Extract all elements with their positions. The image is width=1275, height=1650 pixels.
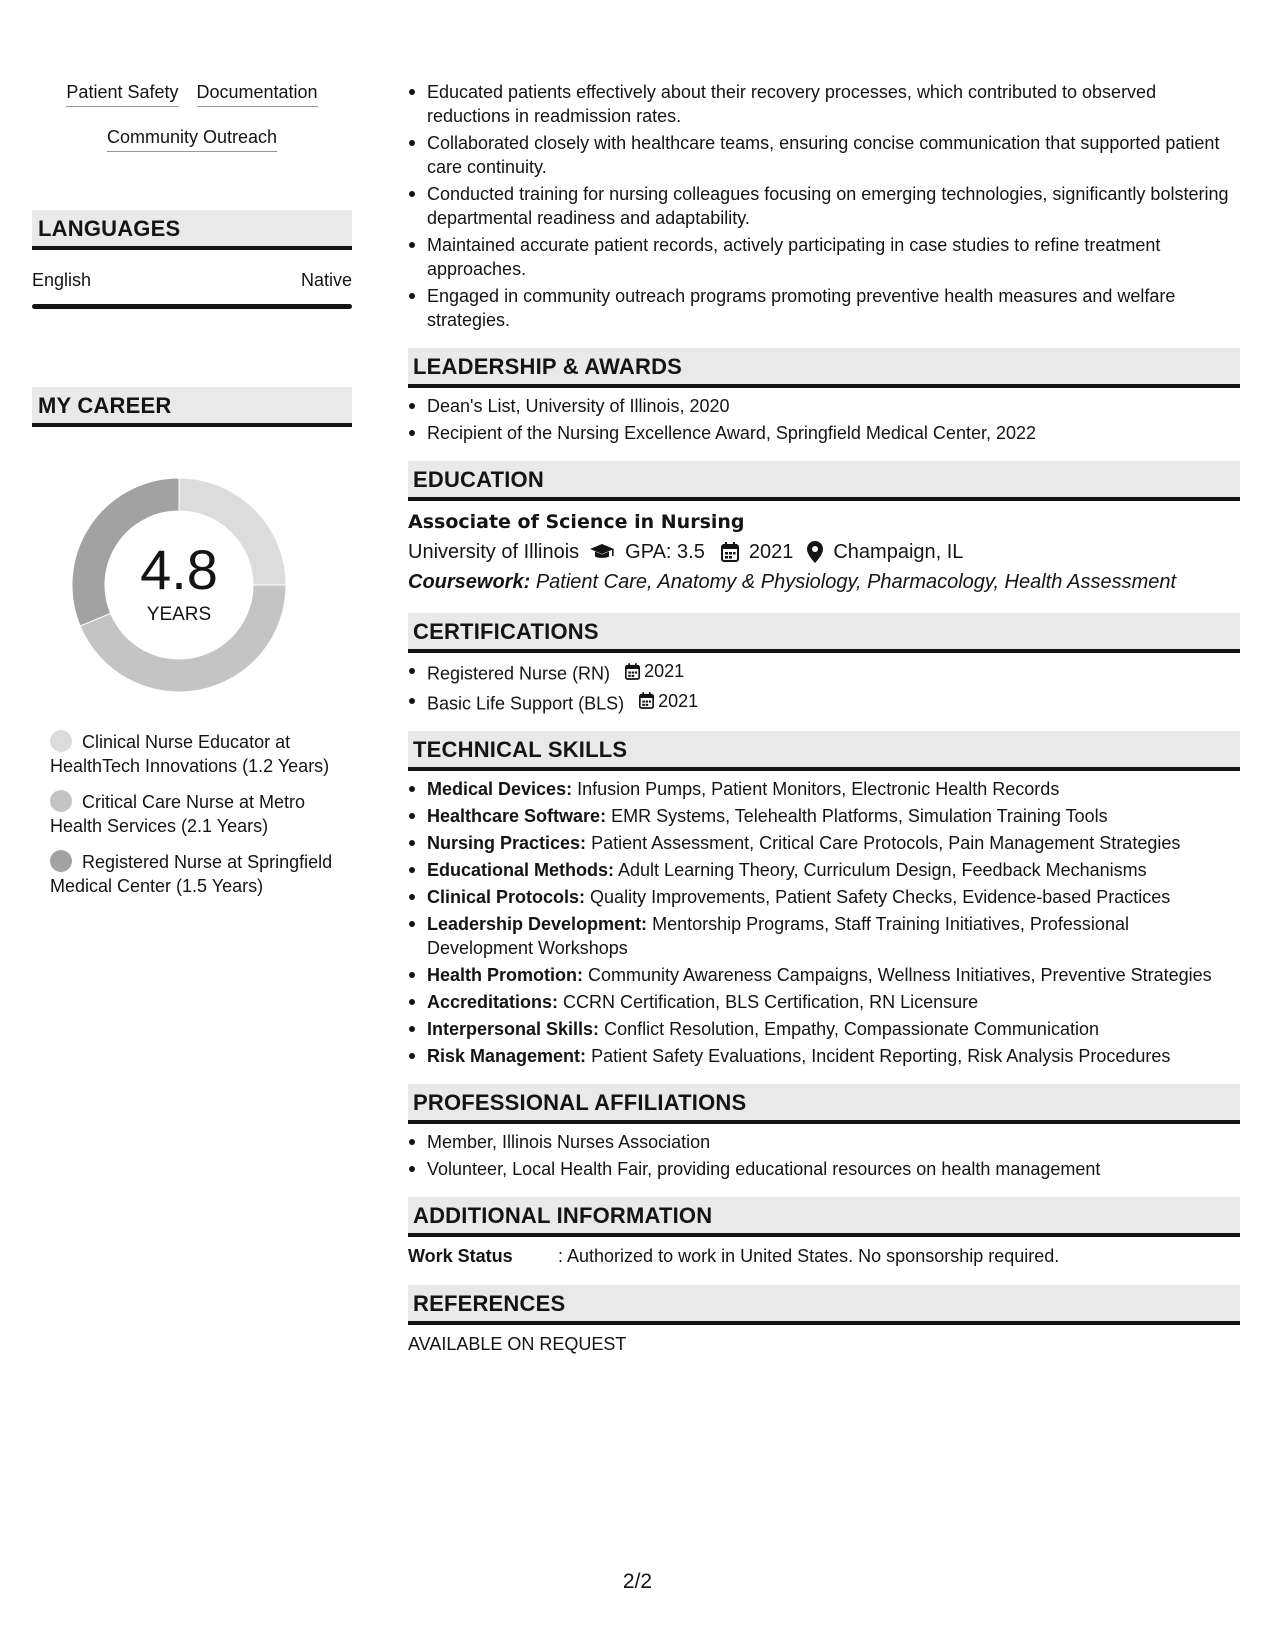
certification-item: [408, 689, 1240, 716]
certification-date: [625, 659, 684, 683]
page-number: 2/2: [622, 1570, 653, 1593]
main-content: [408, 80, 1240, 1357]
work-status-row: [408, 1243, 1240, 1269]
skill-value: Mentorship Programs, Staff Training Initiatives, Professional Development Workshops: [427, 914, 1129, 958]
skill-value: Conflict Resolution, Empathy, Compassionate Communication: [604, 1019, 1099, 1039]
skill-label: Nursing Practices:: [427, 833, 587, 853]
skill-item: [408, 1017, 1240, 1041]
skill-label: Clinical Protocols:: [427, 887, 586, 907]
skill-tags: [32, 80, 352, 152]
skill-item: [408, 831, 1240, 855]
list-item: Dean's List, University of Illinois, 2020: [408, 394, 1240, 418]
career-legend-item: [50, 850, 340, 898]
skill-value: Adult Learning Theory, Curriculum Design, Feedback Mechanisms: [618, 860, 1147, 880]
education-details: [408, 537, 1240, 567]
school-location: Champaign, IL: [833, 541, 964, 563]
skill-label: Health Promotion:: [427, 965, 583, 985]
list-item: Educated patients effectively about their recovery processes, which contributed to observed reductions in readmission rates.: [408, 80, 1240, 128]
coursework-label: Coursework:: [408, 571, 531, 593]
coursework-list: Patient Care, Anatomy & Physiology, Pharmacology, Health Assessment: [535, 571, 1177, 593]
list-item: Conducted training for nursing colleagues focusing on emerging technologies, significantly bolstering departmental readiness and adaptability.: [408, 182, 1240, 230]
skill-value: Infusion Pumps, Patient Monitors, Electronic Health Records: [577, 779, 1060, 799]
list-item: Member, Illinois Nurses Association: [408, 1130, 1240, 1154]
language-name: English: [32, 270, 92, 290]
skill-label: Risk Management:: [427, 1046, 587, 1066]
gpa: GPA: 3.5: [625, 541, 705, 563]
work-status-value: : Authorized to work in United States. No sponsorship required.: [558, 1246, 1060, 1266]
language-level: Native: [300, 270, 352, 290]
references-heading: REFERENCES: [408, 1285, 1240, 1325]
legend-dot: [50, 850, 72, 872]
calendar-icon: [639, 692, 654, 709]
affiliations-list: [408, 1130, 1240, 1181]
skill-tag: Documentation: [197, 80, 318, 107]
skill-value: Patient Safety Evaluations, Incident Reporting, Risk Analysis Procedures: [591, 1046, 1171, 1066]
skill-item: [408, 1044, 1240, 1068]
leadership-heading: LEADERSHIP & AWARDS: [408, 348, 1240, 388]
skill-item: [408, 885, 1240, 909]
list-item: Recipient of the Nursing Excellence Award, Springfield Medical Center, 2022: [408, 421, 1240, 445]
technical-skills-list: [408, 777, 1240, 1068]
skill-value: EMR Systems, Telehealth Platforms, Simulation Training Tools: [611, 806, 1108, 826]
career-legend-label: Clinical Nurse Educator at HealthTech Innovations (1.2 Years): [50, 732, 330, 776]
skill-tag: Community Outreach: [107, 125, 277, 152]
list-item: Collaborated closely with healthcare teams, ensuring concise communication that supported patient care continuity.: [408, 131, 1240, 179]
experience-bullets: [408, 80, 1240, 332]
skill-label: Educational Methods:: [427, 860, 615, 880]
legend-dot: [50, 790, 72, 812]
graduation-cap-icon: [589, 543, 615, 561]
leadership-list: [408, 394, 1240, 445]
legend-dot: [50, 730, 72, 752]
career-legend: [50, 730, 340, 910]
skill-tag: Patient Safety: [66, 80, 178, 107]
career-heading: MY CAREER: [32, 387, 352, 427]
skill-value: Quality Improvements, Patient Safety Checks, Evidence-based Practices: [590, 887, 1171, 907]
graduation-year: 2021: [748, 541, 794, 563]
skill-value: Patient Assessment, Critical Care Protocols, Pain Management Strategies: [591, 833, 1181, 853]
additional-info-heading: ADDITIONAL INFORMATION: [408, 1197, 1240, 1237]
career-legend-label: Critical Care Nurse at Metro Health Services (2.1 Years): [50, 792, 306, 836]
coursework: [408, 567, 1240, 597]
calendar-icon: [625, 663, 640, 680]
career-legend-label: Registered Nurse at Springfield Medical Center (1.5 Years): [50, 852, 333, 896]
skill-item: [408, 963, 1240, 987]
sidebar: [32, 80, 352, 896]
skill-label: Interpersonal Skills:: [427, 1019, 600, 1039]
certification-date: [639, 689, 698, 713]
career-donut: [66, 472, 292, 698]
school-name: University of Illinois: [408, 541, 580, 563]
career-unit: YEARS: [146, 604, 212, 625]
skill-item: [408, 990, 1240, 1014]
references-text: AVAILABLE ON REQUEST: [408, 1334, 627, 1354]
certification-year: 2021: [644, 661, 685, 681]
skill-item: [408, 804, 1240, 828]
certification-name: Basic Life Support (BLS): [427, 693, 625, 713]
skill-label: Healthcare Software:: [427, 806, 607, 826]
skill-item: [408, 912, 1240, 960]
degree-title: Associate of Science in Nursing: [408, 511, 745, 533]
list-item: Engaged in community outreach programs promoting preventive health measures and welfare strategies.: [408, 284, 1240, 332]
skill-item: [408, 777, 1240, 801]
work-status-label: Work Status: [408, 1246, 513, 1266]
certification-name: Registered Nurse (RN): [427, 663, 611, 684]
affiliations-heading: PROFESSIONAL AFFILIATIONS: [408, 1084, 1240, 1124]
skill-label: Accreditations:: [427, 992, 559, 1012]
skill-value: CCRN Certification, BLS Certification, RN Licensure: [563, 992, 979, 1012]
skill-label: Medical Devices:: [427, 779, 573, 799]
education-heading: EDUCATION: [408, 461, 1240, 501]
certifications-heading: CERTIFICATIONS: [408, 613, 1240, 653]
languages-heading: LANGUAGES: [32, 210, 352, 250]
list-item: Maintained accurate patient records, actively participating in case studies to refine treatment approaches.: [408, 233, 1240, 281]
career-legend-item: [50, 790, 340, 838]
language-proficiency-bar: [32, 304, 352, 309]
calendar-icon: [721, 542, 739, 562]
career-total: 4.8: [140, 538, 218, 601]
career-donut-center: [66, 472, 292, 698]
career-legend-item: [50, 730, 340, 778]
skill-label: Leadership Development:: [427, 914, 648, 934]
certification-year: 2021: [658, 690, 699, 711]
skill-value: Community Awareness Campaigns, Wellness Initiatives, Preventive Strategies: [588, 965, 1212, 985]
certification-item: [408, 659, 1240, 686]
certifications-list: [408, 659, 1240, 715]
skill-item: [408, 858, 1240, 882]
location-pin-icon: [807, 541, 823, 563]
language-row: [32, 270, 352, 291]
list-item: Volunteer, Local Health Fair, providing educational resources on health management: [408, 1157, 1240, 1181]
technical-skills-heading: TECHNICAL SKILLS: [408, 731, 1240, 771]
